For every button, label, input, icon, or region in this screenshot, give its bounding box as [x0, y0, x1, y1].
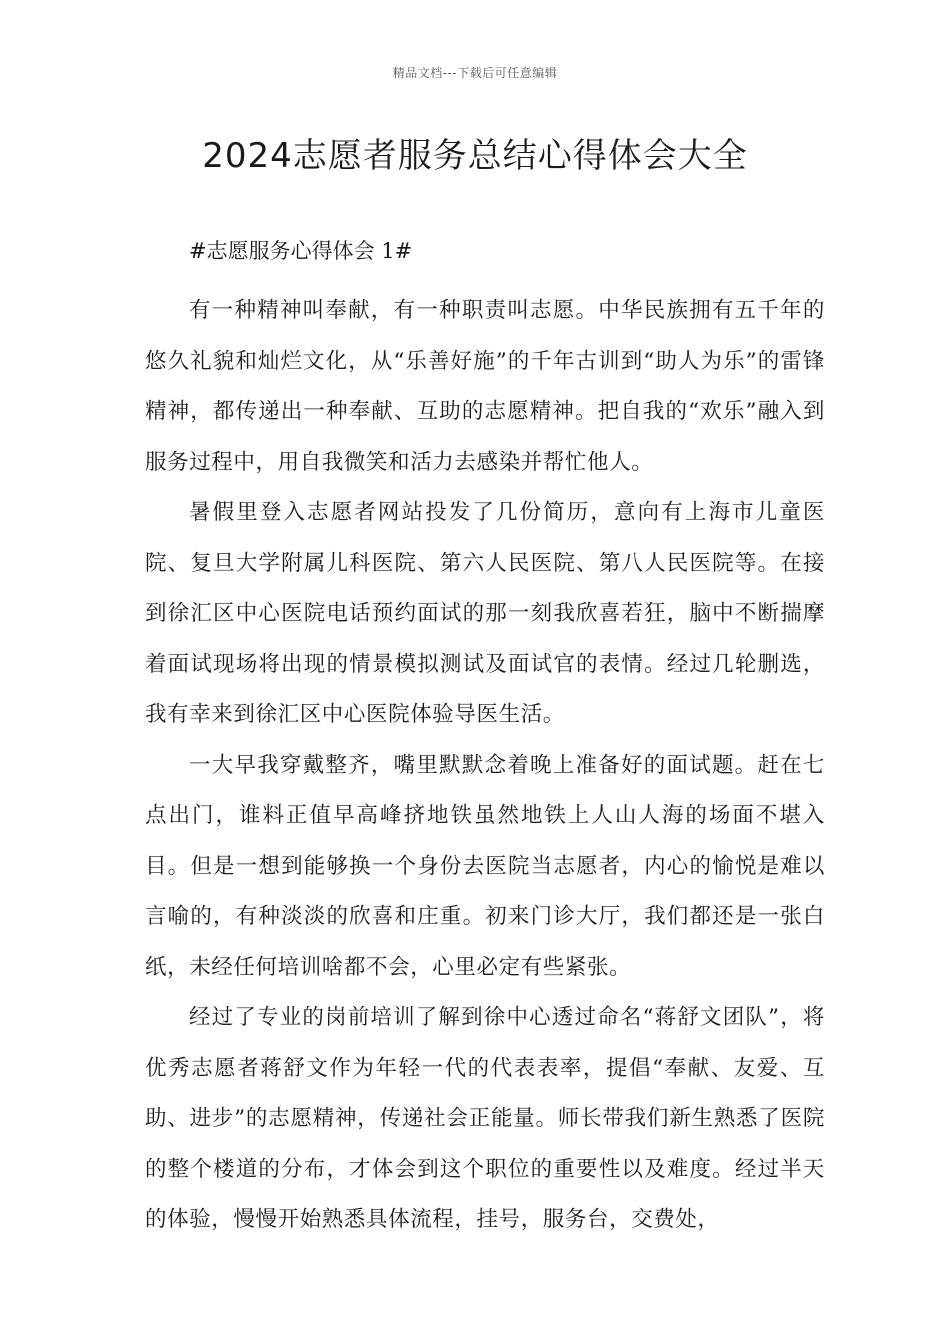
paragraph-3: 一大早我穿戴整齐，嘴里默默念着晚上准备好的面试题。赶在七点出门，谁料正值早高峰挤地铁虽然地铁上人山人海的场面不堪入目。但是一想到能够换一个身份去医院当志愿者，内心的愉悦是难以言喻的，有种淡淡的欣喜和庄重。初来门诊大厅，我们都还是一张白纸，未经任何培训啥都不会，心里必定有些紧张。	[145, 752, 825, 980]
header-watermark: 精品文档---下载后可任意编辑	[392, 66, 558, 80]
section-heading: #志愿服务心得体会 1#	[189, 239, 413, 263]
paragraph-4: 经过了专业的岗前培训了解到徐中心透过命名“蒋舒文团队”，将优秀志愿者蒋舒文作为年轻一代的代表表率，提倡“奉献、友爱、互助、进步”的志愿精神，传递社会正能量。师长带我们新生熟悉了医院的整个楼道的分布，才体会到这个职位的重要性以及难度。经过半天的体验，慢慢开始熟悉具体流程，挂号，服务台，交费处，	[145, 1005, 825, 1232]
document-title: 2024志愿者服务总结心得体会大全	[202, 136, 748, 176]
paragraph-1: 有一种精神叫奉献，有一种职责叫志愿。中华民族拥有五千年的悠久礼貌和灿烂文化，从“乐善好施”的千年古训到“助人为乐”的雷锋精神，都传递出一种奉献、互助的志愿精神。把自我的“欢乐”融入到服务过程中，用自我微笑和活力去感染并帮忙他人。	[145, 298, 825, 475]
document-body	[145, 236, 825, 1246]
paragraph-2: 暑假里登入志愿者网站投发了几份简历，意向有上海市儿童医院、复旦大学附属儿科医院、第六人民医院、第八人民医院等。在接到徐汇区中心医院电话预约面试的那一刻我欣喜若狂，脑中不断揣摩着面试现场将出现的情景模拟测试及面试官的表情。经过几轮删选，我有幸来到徐汇区中心医院体验导医生活。	[145, 500, 825, 727]
